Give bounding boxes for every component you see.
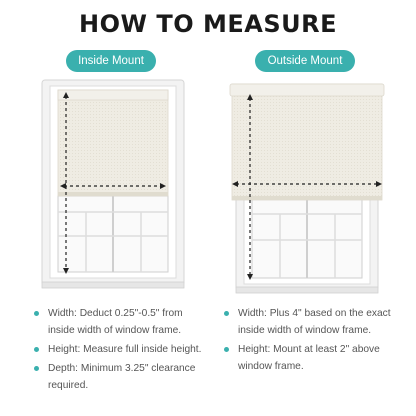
page-title: HOW TO MEASURE: [79, 10, 337, 38]
bullet-icon: [34, 366, 39, 371]
bullet-icon: [34, 311, 39, 316]
list-item: Width: Plus 4" based on the exact inside width of window frame.: [224, 305, 410, 339]
outside-shade: [230, 84, 384, 200]
outside-mount-notes: [224, 305, 410, 377]
list-item: Width: Deduct 0.25"-0.5" from inside width of window frame.: [34, 305, 212, 339]
outside-mount-badge: Outside Mount: [255, 50, 355, 72]
bullet-icon: [224, 311, 229, 316]
list-item: Height: Mount at least 2" above window frame.: [224, 341, 410, 375]
inside-mount-window: [42, 80, 184, 288]
inside-mount-badge: Inside Mount: [66, 50, 156, 72]
bullet-icon: [34, 347, 39, 352]
outside-mount-window: [230, 84, 384, 293]
list-item: Height: Measure full inside height.: [34, 341, 212, 358]
bullet-icon: [224, 347, 229, 352]
inside-shade: [58, 90, 168, 196]
list-item: Depth: Minimum 3.25" clearance required.: [34, 360, 212, 394]
inside-mount-notes: [34, 305, 212, 396]
